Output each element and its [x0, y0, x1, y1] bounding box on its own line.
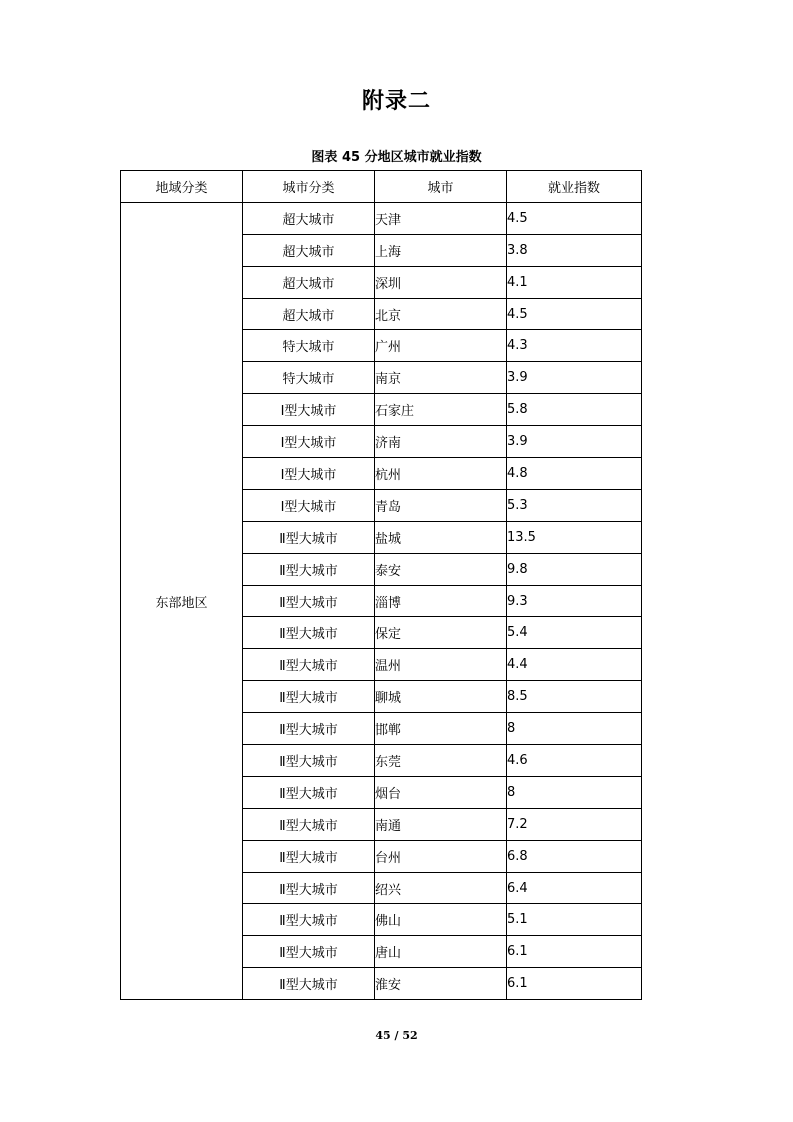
table-caption: 图表 45 分地区城市就业指数: [311, 150, 482, 165]
city-cell: 保定: [375, 617, 507, 649]
city-cell: 盐城: [375, 521, 507, 553]
table-body: [121, 202, 642, 999]
region-cell: 东部地区: [121, 202, 243, 999]
index-cell: 6.1: [507, 936, 642, 968]
city-class-cell: Ⅱ型大城市: [243, 808, 375, 840]
city-class-cell: 超大城市: [243, 266, 375, 298]
city-class-cell: Ⅰ型大城市: [243, 426, 375, 458]
index-cell: 8: [507, 776, 642, 808]
column-header-city-class: 城市分类: [243, 171, 375, 203]
city-class-cell: Ⅱ型大城市: [243, 617, 375, 649]
city-class-cell: Ⅱ型大城市: [243, 745, 375, 777]
city-class-cell: Ⅱ型大城市: [243, 936, 375, 968]
index-cell: 5.1: [507, 904, 642, 936]
city-class-cell: Ⅱ型大城市: [243, 872, 375, 904]
city-cell: 深圳: [375, 266, 507, 298]
city-cell: 上海: [375, 234, 507, 266]
city-class-cell: Ⅱ型大城市: [243, 904, 375, 936]
city-cell: 台州: [375, 840, 507, 872]
index-cell: 4.6: [507, 745, 642, 777]
city-cell: 聊城: [375, 681, 507, 713]
index-cell: 13.5: [507, 521, 642, 553]
city-cell: 济南: [375, 426, 507, 458]
column-header-region: 地域分类: [121, 171, 243, 203]
city-class-cell: Ⅰ型大城市: [243, 394, 375, 426]
page-number: 45 / 52: [375, 1029, 418, 1042]
index-cell: 8: [507, 713, 642, 745]
column-header-city: 城市: [375, 171, 507, 203]
city-cell: 温州: [375, 649, 507, 681]
city-class-cell: Ⅱ型大城市: [243, 553, 375, 585]
city-class-cell: Ⅱ型大城市: [243, 968, 375, 1000]
index-cell: 6.8: [507, 840, 642, 872]
index-cell: 5.8: [507, 394, 642, 426]
city-cell: 天津: [375, 202, 507, 234]
index-cell: 3.8: [507, 234, 642, 266]
index-cell: 4.4: [507, 649, 642, 681]
index-cell: 4.5: [507, 202, 642, 234]
table-header-row: [121, 171, 642, 203]
city-class-cell: Ⅰ型大城市: [243, 489, 375, 521]
index-cell: 6.1: [507, 968, 642, 1000]
index-cell: 3.9: [507, 362, 642, 394]
city-cell: 杭州: [375, 458, 507, 490]
index-cell: 4.3: [507, 330, 642, 362]
index-cell: 4.5: [507, 298, 642, 330]
city-cell: 唐山: [375, 936, 507, 968]
city-cell: 北京: [375, 298, 507, 330]
table-row: [121, 202, 642, 234]
employment-index-table: [120, 170, 642, 1000]
city-cell: 淮安: [375, 968, 507, 1000]
city-class-cell: Ⅱ型大城市: [243, 776, 375, 808]
index-cell: 4.8: [507, 458, 642, 490]
city-cell: 南京: [375, 362, 507, 394]
city-cell: 泰安: [375, 553, 507, 585]
city-cell: 东莞: [375, 745, 507, 777]
city-class-cell: Ⅱ型大城市: [243, 713, 375, 745]
city-class-cell: 超大城市: [243, 298, 375, 330]
city-cell: 邯郸: [375, 713, 507, 745]
city-cell: 淄博: [375, 585, 507, 617]
city-class-cell: 超大城市: [243, 234, 375, 266]
city-class-cell: Ⅱ型大城市: [243, 681, 375, 713]
index-cell: 9.8: [507, 553, 642, 585]
city-class-cell: Ⅰ型大城市: [243, 458, 375, 490]
page-heading: 附录二: [361, 89, 431, 114]
city-cell: 佛山: [375, 904, 507, 936]
city-cell: 石家庄: [375, 394, 507, 426]
index-cell: 8.5: [507, 681, 642, 713]
city-class-cell: Ⅱ型大城市: [243, 521, 375, 553]
city-class-cell: 超大城市: [243, 202, 375, 234]
index-cell: 9.3: [507, 585, 642, 617]
index-cell: 6.4: [507, 872, 642, 904]
city-cell: 南通: [375, 808, 507, 840]
city-cell: 青岛: [375, 489, 507, 521]
city-class-cell: Ⅱ型大城市: [243, 585, 375, 617]
city-cell: 烟台: [375, 776, 507, 808]
city-class-cell: 特大城市: [243, 330, 375, 362]
index-cell: 7.2: [507, 808, 642, 840]
index-cell: 4.1: [507, 266, 642, 298]
city-class-cell: Ⅱ型大城市: [243, 840, 375, 872]
index-cell: 3.9: [507, 426, 642, 458]
index-cell: 5.4: [507, 617, 642, 649]
city-class-cell: 特大城市: [243, 362, 375, 394]
index-cell: 5.3: [507, 489, 642, 521]
column-header-index: 就业指数: [507, 171, 642, 203]
city-cell: 绍兴: [375, 872, 507, 904]
city-cell: 广州: [375, 330, 507, 362]
city-class-cell: Ⅱ型大城市: [243, 649, 375, 681]
